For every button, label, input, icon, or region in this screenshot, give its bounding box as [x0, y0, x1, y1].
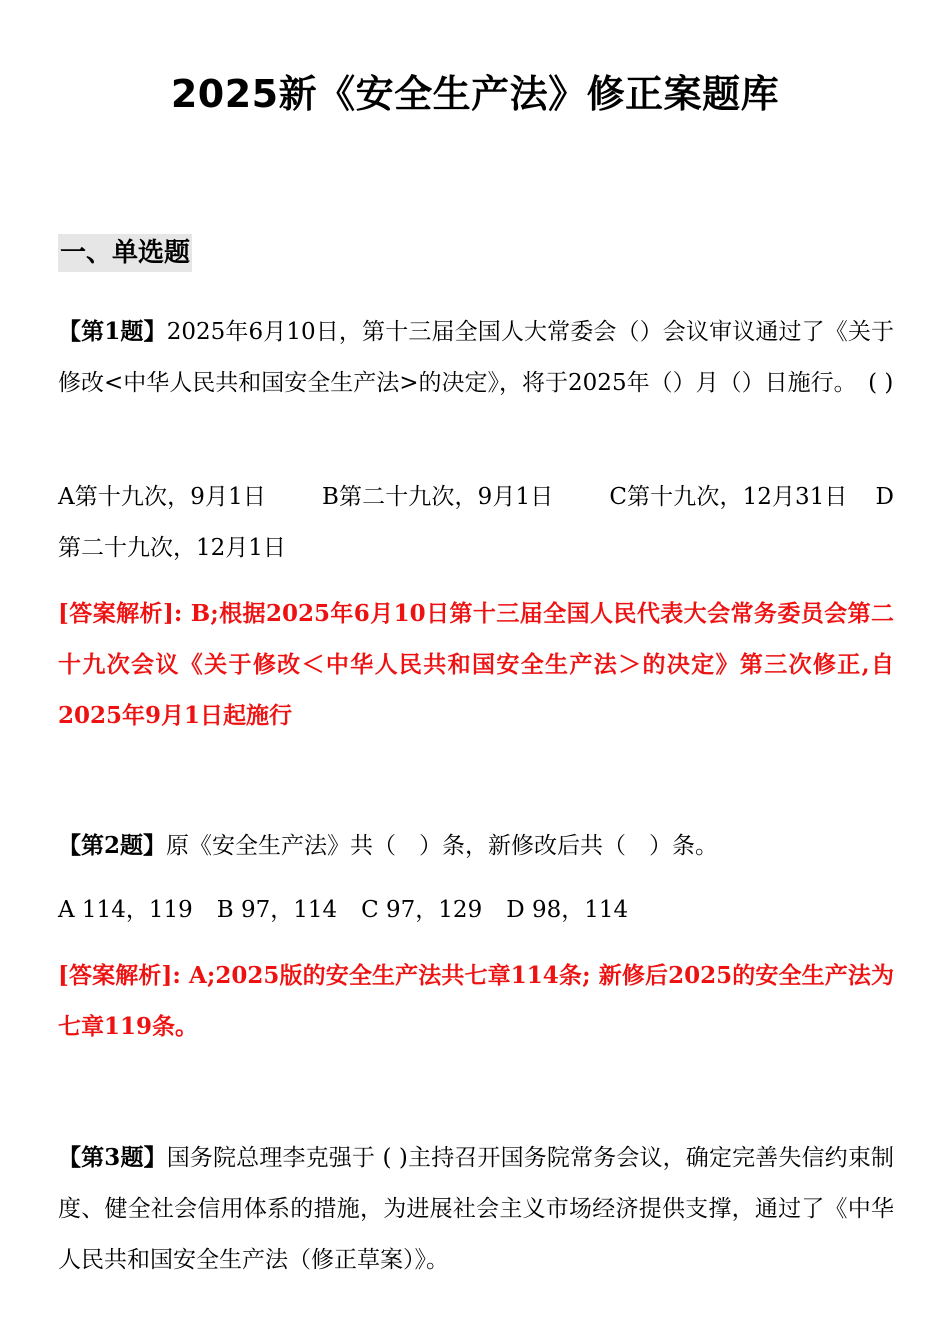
- question-2: [58, 820, 894, 872]
- document-title: 2025新《安全生产法》修正案题库: [170, 72, 780, 116]
- question-2-options: [58, 885, 894, 936]
- question-1-stem: 2025年6月10日，第十三届全国人大常委会（）会议审议通过了《关于修改<中华人民共和国安全生产法>的决定》，将于2025年（）月（）日施行。 ( ): [58, 319, 894, 396]
- question-1-option-d: D第二十九次，12月1日: [58, 484, 894, 561]
- question-2-stem: 原《安全生产法》共（ ）条，新修改后共（ ）条。: [166, 833, 719, 859]
- question-2-option-c: C 97，129: [361, 897, 483, 923]
- question-2-option-d: D 98，114: [506, 897, 629, 923]
- question-2-option-a: A 114，119: [58, 897, 193, 923]
- question-3: [58, 1132, 894, 1286]
- question-3-number: 【第3题】: [58, 1144, 167, 1171]
- question-1-option-a: A第十九次，9月1日: [58, 484, 266, 510]
- question-1-option-c: C第十九次，12月31日: [609, 484, 848, 510]
- question-1-option-b: B第二十九次，9月1日: [321, 484, 554, 510]
- question-2-number: 【第2题】: [58, 832, 167, 859]
- question-2-answer: [答案解析]: A;2025版的安全生产法共七章114条; 新修后2025的安全生产法为七章119条。: [58, 962, 894, 1040]
- question-1-number: 【第1题】: [58, 318, 167, 345]
- question-2-option-b: B 97，114: [216, 897, 338, 923]
- question-3-stem: 国务院总理李克强于 ( )主持召开国务院常务会议，确定完善失信约束制度、健全社会信用体系的措施，为进展社会主义市场经济提供支撑，通过了《中华人民共和国安全生产法（修正草案）》。: [58, 1145, 894, 1273]
- question-1-options: [58, 472, 894, 574]
- section-heading: 一、单选题: [58, 234, 192, 272]
- question-1: [58, 306, 894, 409]
- question-1-answer: [答案解析]: B;根据2025年6月10日第十三届全国人民代表大会常务委员会第二十九次会议《关于修改＜中华人民共和国安全生产法＞的决定》第三次修正,自2025年9月1日起施行: [58, 600, 894, 729]
